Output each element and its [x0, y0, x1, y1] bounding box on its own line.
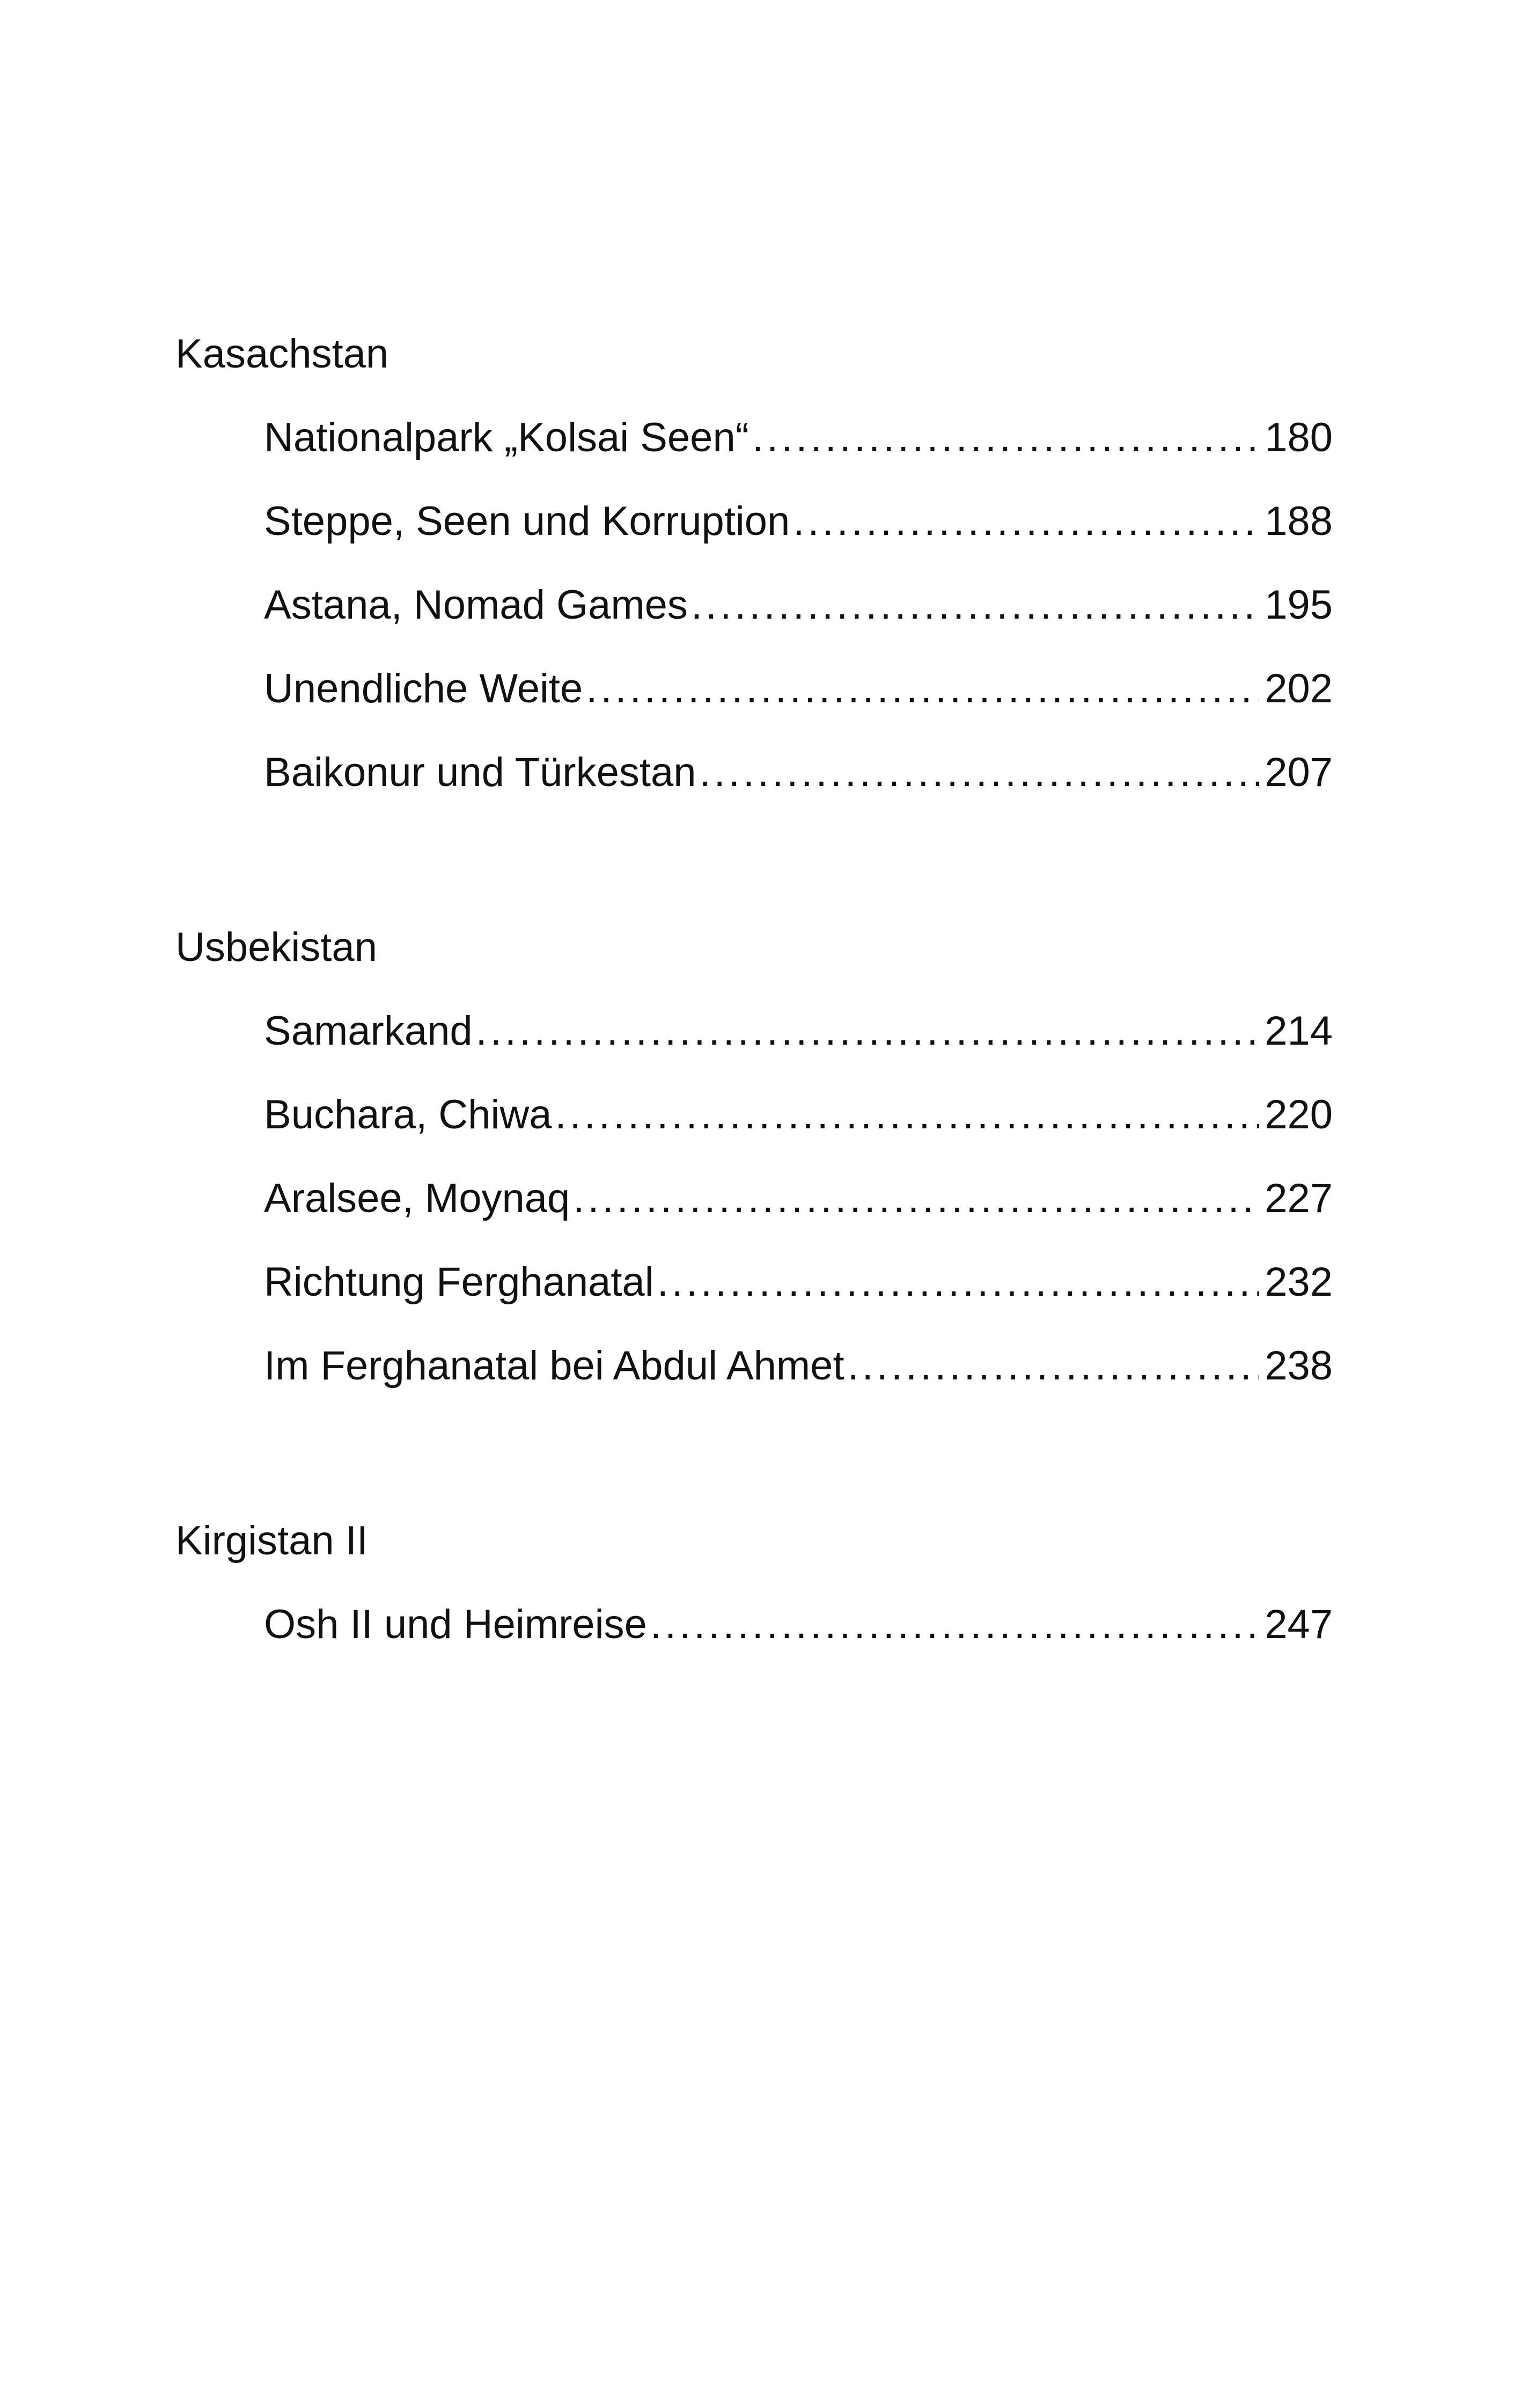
dot-leader: [573, 1157, 1259, 1240]
dot-leader: [700, 731, 1260, 814]
toc-entry-title: Nationalpark „Kolsai Seen“: [264, 415, 750, 460]
toc-entry[interactable]: [264, 1324, 1333, 1408]
dot-leader: [691, 563, 1259, 647]
toc-entry-page-number: 232: [1265, 1259, 1333, 1305]
toc-section-usbekistan: [175, 906, 1333, 1408]
toc-entry-title: Aralsee, Moynaq: [264, 1176, 570, 1221]
toc-entry-title: Astana, Nomad Games: [264, 582, 688, 628]
toc-entry[interactable]: [264, 480, 1333, 563]
toc-entry-page-number: 227: [1265, 1176, 1333, 1221]
toc-entry-title: Osh II und Heimreise: [264, 1602, 647, 1647]
toc-entry[interactable]: [264, 1073, 1333, 1157]
toc-entry-page-number: 220: [1265, 1092, 1333, 1137]
toc-entry[interactable]: [264, 1583, 1333, 1666]
dot-leader: [657, 1240, 1260, 1324]
dot-leader: [793, 480, 1259, 563]
toc-entry-title: Samarkand: [264, 1008, 473, 1054]
dot-leader: [650, 1583, 1259, 1666]
toc-entry[interactable]: [264, 396, 1333, 480]
section-title: Usbekistan: [175, 924, 377, 970]
dot-leader: [848, 1324, 1260, 1408]
toc-entry-page-number: 202: [1265, 666, 1333, 711]
toc-entry-page-number: 195: [1265, 582, 1333, 628]
dot-leader: [752, 396, 1259, 480]
dot-leader: [476, 989, 1260, 1073]
toc-entry-page-number: 207: [1265, 750, 1333, 795]
toc-entry[interactable]: [264, 1240, 1333, 1324]
toc-entry-title: Richtung Ferghanatal: [264, 1259, 654, 1305]
toc-entry-title: Steppe, Seen und Korruption: [264, 498, 790, 544]
toc-entry[interactable]: [264, 563, 1333, 647]
toc-entry-page-number: 238: [1265, 1343, 1333, 1389]
toc-entry[interactable]: [264, 989, 1333, 1073]
toc-entry[interactable]: [264, 731, 1333, 814]
toc-entry-title: Im Ferghanatal bei Abdul Ahmet: [264, 1343, 844, 1389]
toc-entry-page-number: 188: [1265, 498, 1333, 544]
section-title: Kirgistan II: [175, 1518, 369, 1563]
dot-leader: [555, 1073, 1260, 1157]
toc-entry[interactable]: [264, 1157, 1333, 1240]
dot-leader: [586, 647, 1259, 731]
toc-section-kasachstan: [175, 312, 1333, 814]
toc-entry[interactable]: [264, 647, 1333, 731]
toc-section-kirgistan-ii: [175, 1499, 1333, 1666]
toc-entry-title: Unendliche Weite: [264, 666, 583, 711]
toc-entry-title: Buchara, Chiwa: [264, 1092, 552, 1137]
toc-entry-page-number: 247: [1265, 1602, 1333, 1647]
toc-entry-page-number: 214: [1265, 1008, 1333, 1054]
section-title: Kasachstan: [175, 331, 389, 377]
toc-entry-title: Baikonur und Türkestan: [264, 750, 696, 795]
toc-entry-page-number: 180: [1265, 415, 1333, 460]
